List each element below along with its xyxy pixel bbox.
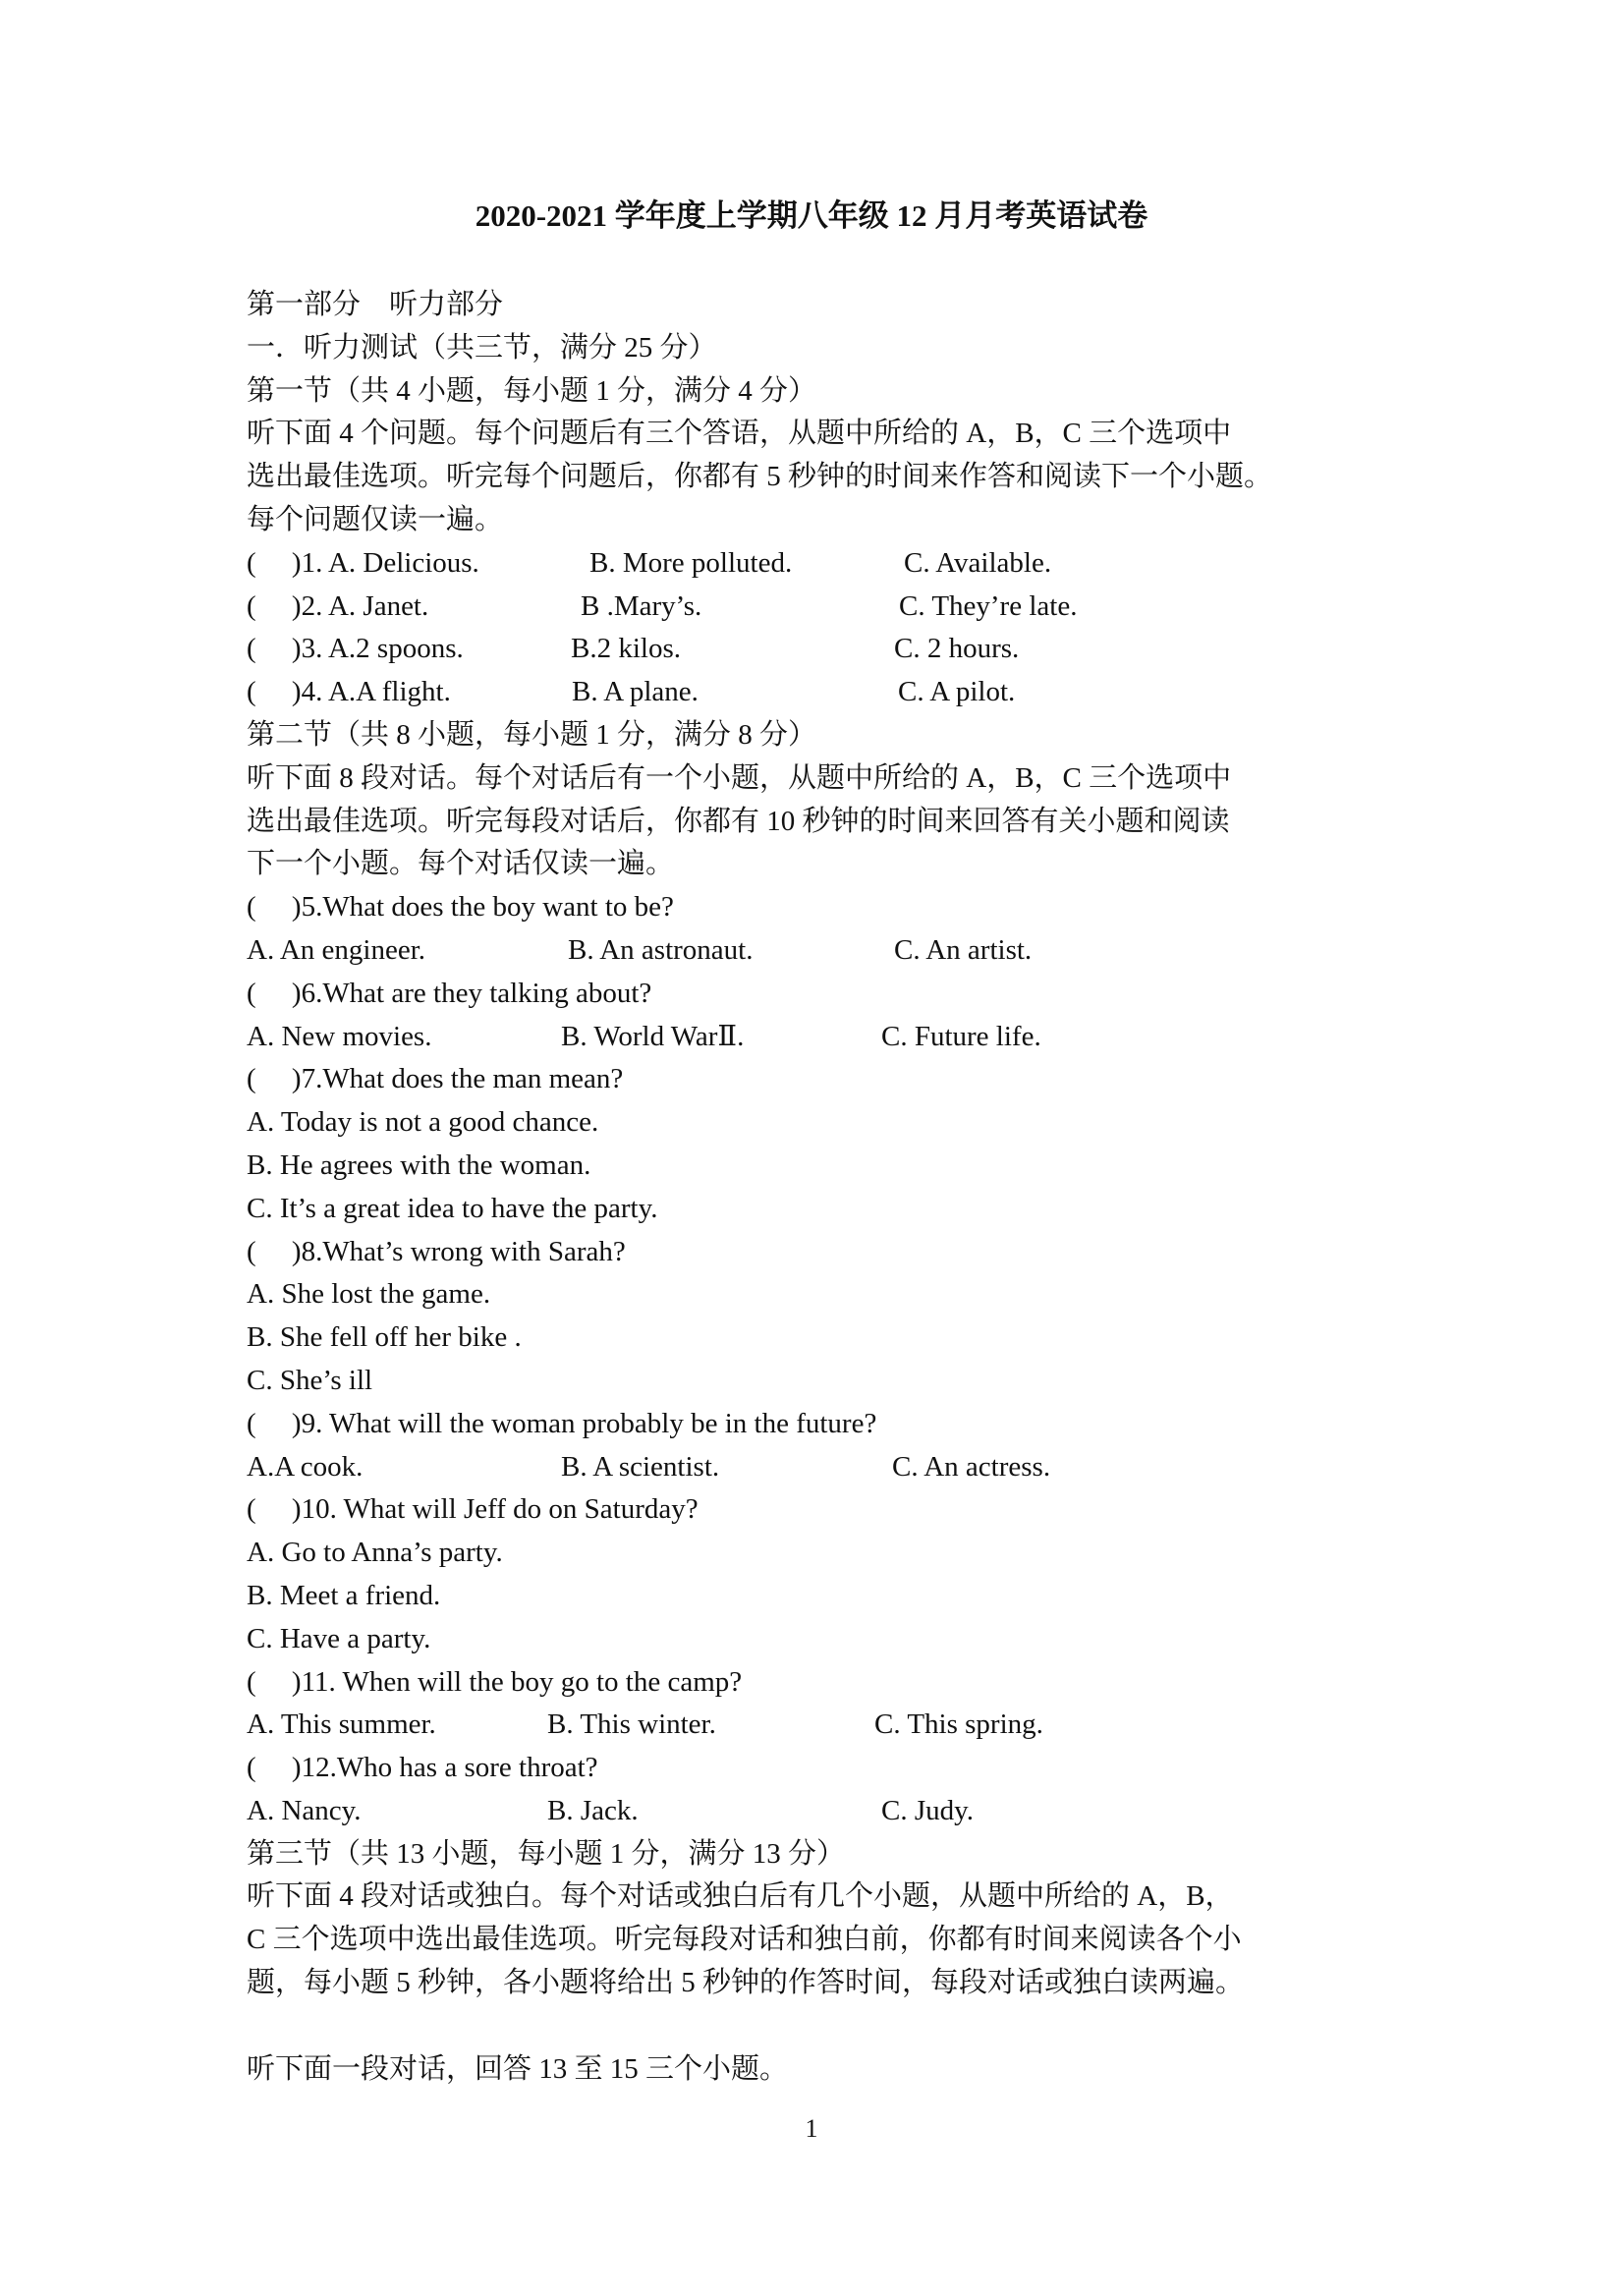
text-line: ( )11. When will the boy go to the camp? xyxy=(247,1665,743,1698)
text-line: ( )5.What does the boy want to be? xyxy=(247,891,674,924)
text-line: 一．听力测试（共三节，满分 25 分） xyxy=(247,331,717,364)
text-line: 听下面一段对话，回答 13 至 15 三个小题。 xyxy=(247,2052,789,2085)
text-line: 听下面 8 段对话。每个对话后有一个小题，从题中所给的 A，B，C 三个选项中 xyxy=(247,761,1232,794)
text-line: C 三个选项中选出最佳选项。听完每段对话和独白前，你都有时间来阅读各个小 xyxy=(247,1924,1242,1956)
exam-body xyxy=(247,284,1396,2091)
text-line: ( )9. What will the woman probably be in the future? xyxy=(247,1407,877,1439)
option-row xyxy=(247,1704,1396,1747)
text-line: 第二节（共 8 小题，每小题 1 分，满分 8 分） xyxy=(247,718,817,751)
option-second: B. A plane. xyxy=(572,676,699,708)
option-third: C. A pilot. xyxy=(898,676,1016,708)
option-row xyxy=(247,586,1396,629)
text-line: B. She fell off her bike . xyxy=(247,1321,522,1354)
text-line: C. Have a party. xyxy=(247,1622,431,1654)
option-row xyxy=(247,542,1396,586)
option-row xyxy=(247,628,1396,671)
text-line: 每个问题仅读一遍。 xyxy=(247,503,504,535)
option-second: B. Jack. xyxy=(547,1794,639,1826)
option-second: B. This winter. xyxy=(547,1708,716,1741)
option-first: A. An engineer. xyxy=(247,933,426,966)
option-third: C. Available. xyxy=(904,546,1052,579)
option-first: A.A cook. xyxy=(247,1450,364,1483)
text-line: A. She lost the game. xyxy=(247,1278,491,1311)
text-line: 听下面 4 个问题。每个问题后有三个答语，从题中所给的 A，B，C 三个选项中 xyxy=(247,418,1232,450)
option-first: A. New movies. xyxy=(247,1020,432,1052)
text-line: 选出最佳选项。听完每个问题后，你都有 5 秒钟的时间来作答和阅读下一个小题。 xyxy=(247,461,1273,493)
option-first: ( )1. A. Delicious. xyxy=(247,546,479,579)
text-line: ( )7.What does the man mean? xyxy=(247,1063,624,1095)
text-line: ( )8.What’s wrong with Sarah? xyxy=(247,1235,626,1267)
text-line: C. She’s ill xyxy=(247,1364,373,1396)
option-first: ( )4. A.A flight. xyxy=(247,676,451,708)
option-second: B .Mary’s. xyxy=(581,589,702,622)
option-row xyxy=(247,671,1396,714)
text-line: ( )6.What are they talking about? xyxy=(247,977,652,1009)
text-line: 选出最佳选项。听完每段对话后，你都有 10 秒钟的时间来回答有关小题和阅读 xyxy=(247,805,1230,837)
blank-line xyxy=(247,2005,1396,2048)
text-line: C. It’s a great idea to have the party. xyxy=(247,1192,658,1224)
text-line: B. He agrees with the woman. xyxy=(247,1148,591,1181)
option-second: B. An astronaut. xyxy=(568,933,754,966)
text-line: 听下面 4 段对话或独白。每个对话或独白后有几个小题，从题中所给的 A，B， xyxy=(247,1880,1234,1913)
option-third: C. They’re late. xyxy=(899,589,1078,622)
page-number: 1 xyxy=(805,2114,818,2143)
option-first: A. This summer. xyxy=(247,1708,436,1741)
option-first: A. Nancy. xyxy=(247,1794,362,1826)
option-first: ( )3. A.2 spoons. xyxy=(247,633,464,665)
option-third: C. Future life. xyxy=(881,1020,1041,1052)
option-second: B. More polluted. xyxy=(589,546,793,579)
option-row xyxy=(247,1016,1396,1059)
option-third: C. An actress. xyxy=(892,1450,1051,1483)
option-second: B. World WarⅡ. xyxy=(561,1020,745,1052)
option-row xyxy=(247,929,1396,973)
option-third: C. Judy. xyxy=(881,1794,974,1826)
text-line: 第一节（共 4 小题，每小题 1 分，满分 4 分） xyxy=(247,374,817,407)
exam-title: 2020-2021 学年度上学期八年级 12 月月考英语试卷 xyxy=(475,198,1148,233)
option-second: B.2 kilos. xyxy=(571,633,681,665)
text-line: 下一个小题。每个对话仅读一遍。 xyxy=(247,848,675,880)
text-line: ( )12.Who has a sore throat? xyxy=(247,1752,598,1784)
text-line: 第三节（共 13 小题，每小题 1 分，满分 13 分） xyxy=(247,1837,846,1870)
option-third: C. This spring. xyxy=(874,1708,1043,1741)
text-line: B. Meet a friend. xyxy=(247,1579,441,1611)
text-line: A. Today is not a good chance. xyxy=(247,1106,599,1139)
option-second: B. A scientist. xyxy=(561,1450,720,1483)
option-row xyxy=(247,1446,1396,1489)
text-line: 题，每小题 5 秒钟，各小题将给出 5 秒钟的作答时间，每段对话或独白读两遍。 xyxy=(247,1967,1245,1999)
text-line: 第一部分 听力部分 xyxy=(247,289,504,320)
option-third: C. An artist. xyxy=(894,933,1033,966)
option-third: C. 2 hours. xyxy=(894,633,1020,665)
text-line: ( )10. What will Jeff do on Saturday? xyxy=(247,1493,699,1526)
option-row xyxy=(247,1790,1396,1833)
option-first: ( )2. A. Janet. xyxy=(247,589,429,622)
text-line: A. Go to Anna’s party. xyxy=(247,1537,503,1569)
